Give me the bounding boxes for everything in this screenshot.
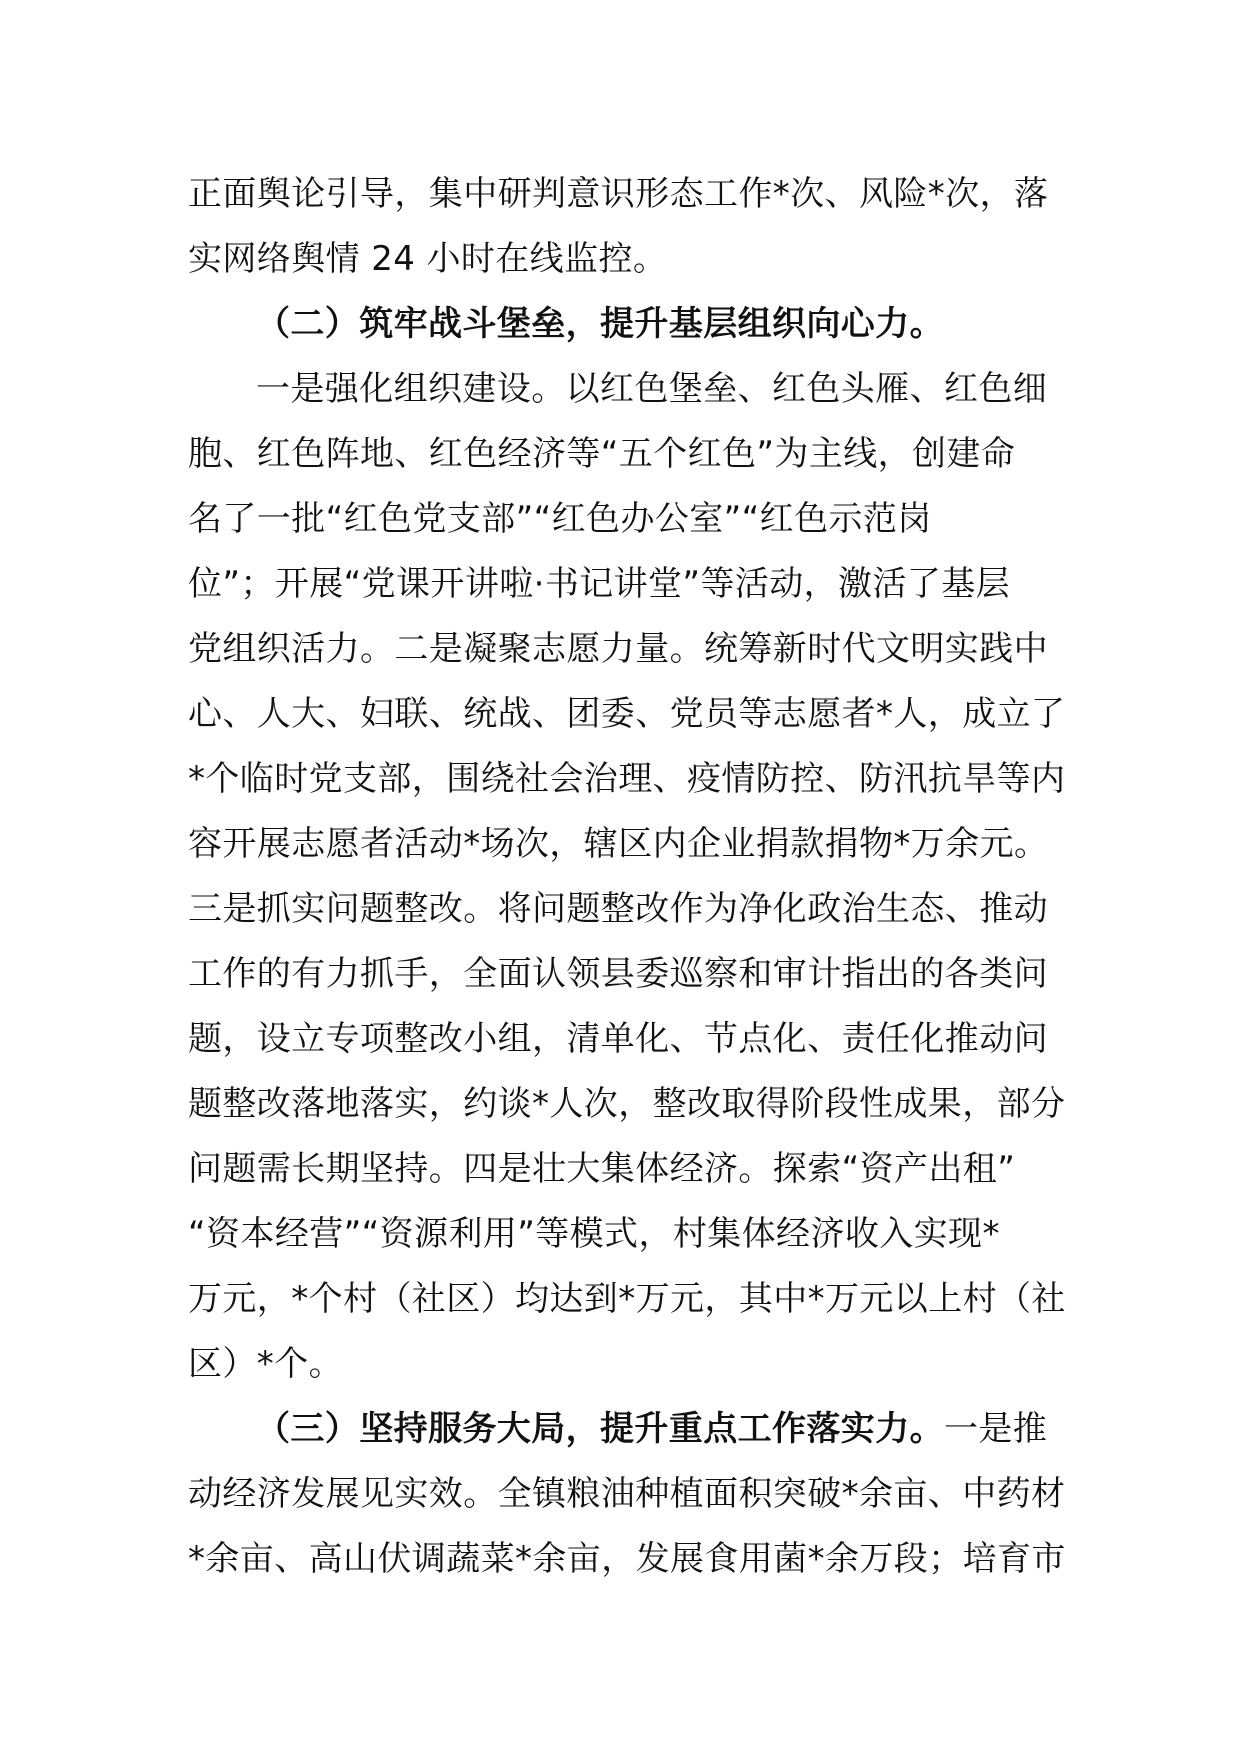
body-text-line: 名了一批“红色党支部”“红色办公室”“红色示范岗 <box>188 499 932 539</box>
section-heading-3: （三）坚持服务大局，提升重点工作落实力。 <box>256 1409 944 1449</box>
body-text-line: 实网络舆情 24 小时在线监控。 <box>188 239 668 279</box>
body-text-line: 问题需长期坚持。四是壮大集体经济。探索“资产出租” <box>188 1149 1016 1189</box>
body-text-line: 动经济发展见实效。全镇粮油种植面积突破*余亩、中药材 <box>188 1474 1066 1514</box>
document-page <box>188 162 1066 1592</box>
body-text-line: *个临时党支部，围绕社会治理、疫情防控、防汛抗旱等内 <box>188 759 1066 799</box>
body-text-line: 区）*个。 <box>188 1344 343 1384</box>
body-text-line: 党组织活力。二是凝聚志愿力量。统筹新时代文明实践中 <box>188 629 1048 669</box>
body-text-line: 工作的有力抓手，全面认领县委巡察和审计指出的各类问 <box>188 954 1048 994</box>
body-text-line: 胞、红色阵地、红色经济等“五个红色”为主线，创建命 <box>188 434 1016 474</box>
body-text-line: 正面舆论引导，集中研判意识形态工作*次、风险*次，落 <box>188 174 1049 214</box>
section-heading-3-line <box>188 1397 1058 1462</box>
body-text-line: *余亩、高山伏调蔬菜*余亩，发展食用菌*余万段；培育市 <box>188 1539 1066 1579</box>
body-text-line: 容开展志愿者活动*场次，辖区内企业捐款捐物*万余元。 <box>188 824 1049 864</box>
body-text-line: 三是抓实问题整改。将问题整改作为净化政治生态、推动 <box>188 889 1048 929</box>
body-text-line: 题，设立专项整改小组，清单化、节点化、责任化推动问 <box>188 1019 1048 1059</box>
section-heading-3-continuation: 一是推 <box>944 1409 1048 1449</box>
body-text-line: 心、人大、妇联、统战、团委、党员等志愿者*人，成立了 <box>188 694 1066 734</box>
body-text-line: 一是强化组织建设。以红色堡垒、红色头雁、红色细 <box>256 369 1048 409</box>
section-heading-2: （二）筑牢战斗堡垒，提升基层组织向心力。 <box>256 304 944 344</box>
body-text-line: “资本经营”“资源利用”等模式，村集体经济收入实现* <box>188 1214 1000 1254</box>
body-text-line: 题整改落地落实，约谈*人次，整改取得阶段性成果，部分 <box>188 1084 1066 1124</box>
body-text-line: 位”；开展“党课开讲啦·书记讲堂”等活动，激活了基层 <box>188 564 1011 604</box>
body-text-line: 万元，*个村（社区）均达到*万元，其中*万元以上村（社 <box>188 1279 1066 1319</box>
